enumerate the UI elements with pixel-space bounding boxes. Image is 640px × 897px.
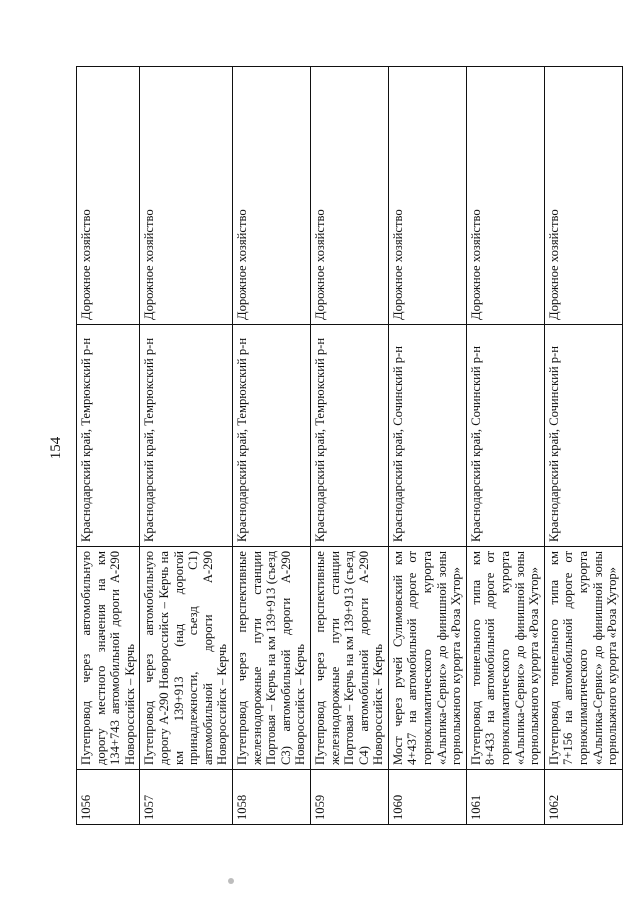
table-row [388, 67, 466, 825]
location: Краснодарский край, Сочинский р-н [388, 325, 466, 547]
location: Краснодарский край, Сочинский р-н [544, 325, 622, 547]
table-row [77, 67, 140, 825]
object-name: Путепровод тоннельного типа км 7+156 на автомобильной дороге от горноклиматического курорта «Альпика-Сервис» до финишной зоны горнолыжного курорта «Роза Хутор» [544, 547, 622, 770]
row-number: 1059 [310, 770, 388, 825]
object-name: Мост через ручей Сулимовский км 4+437 на автомобильной дороге от горноклиматического курорта «Альпика-Сервис» до финишной зоны горнолыжного курорта «Роза Хутор» [388, 547, 466, 770]
row-number: 1058 [232, 770, 310, 825]
row-number: 1061 [466, 770, 544, 825]
object-name: Путепровод через автомобильную дорогу местного значения на км 134+743 автомобильной дороги А-290 Новороссийск – Керчь [77, 547, 140, 770]
sector: Дорожное хозяйство [544, 67, 622, 325]
sector: Дорожное хозяйство [466, 67, 544, 325]
object-name: Путепровод через перспективные железнодорожные пути станции Портовая – Керчь на км 139+913 (съезд С4) автомобильной дороги А-290 Новороссийск – Керчь [310, 547, 388, 770]
sector: Дорожное хозяйство [388, 67, 466, 325]
row-number: 1056 [77, 770, 140, 825]
sector: Дорожное хозяйство [232, 67, 310, 325]
location: Краснодарский край, Сочинский р-н [466, 325, 544, 547]
rotated-table-container [76, 67, 620, 825]
row-number: 1062 [544, 770, 622, 825]
location: Краснодарский край, Темрюкский р-н [232, 325, 310, 547]
table-row [310, 67, 388, 825]
sector: Дорожное хозяйство [310, 67, 388, 325]
sector: Дорожное хозяйство [77, 67, 140, 325]
table-row [232, 67, 310, 825]
table-row [466, 67, 544, 825]
location: Краснодарский край, Темрюкский р-н [310, 325, 388, 547]
row-number: 1057 [140, 770, 233, 825]
sector: Дорожное хозяйство [140, 67, 233, 325]
table-row [140, 67, 233, 825]
object-name: Путепровод тоннельного типа км 8+433 на автомобильной дороге от горноклиматического курорта «Альпика-Сервис» до финишной зоны горнолыжного курорта «Роза Хутор» [466, 547, 544, 770]
object-name: Путепровод через перспективные железнодорожные пути станции Портовая – Керчь на км 139+913 (съезд С3) автомобильной дороги А-290 Новороссийск – Керчь [232, 547, 310, 770]
row-number: 1060 [388, 770, 466, 825]
location: Краснодарский край, Темрюкский р-н [77, 325, 140, 547]
scan-mark [228, 878, 234, 884]
location: Краснодарский край, Темрюкский р-н [140, 325, 233, 547]
table-row [544, 67, 622, 825]
page-number: 154 [48, 436, 64, 460]
objects-table [76, 66, 623, 825]
object-name: Путепровод через автомобильную дорогу А-290 Новороссийск – Керчь на км 139+913 (над дорогой принадлежности, съезд С1) автомобильной дороги А-290 Новороссийск – Керчь [140, 547, 233, 770]
